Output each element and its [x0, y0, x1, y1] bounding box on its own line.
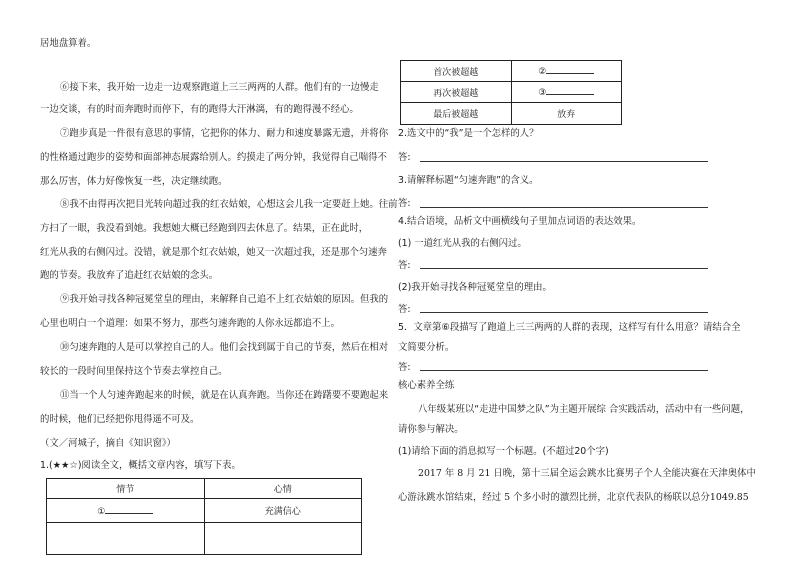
summary-table [46, 478, 362, 555]
answer-line[interactable] [420, 312, 708, 313]
table-header: 情节 [47, 479, 205, 499]
table-cell[interactable] [47, 523, 205, 555]
answer-line[interactable] [420, 370, 708, 371]
passage-line: 心里也明白一个道理：如果不努力，那些匀速奔跑的人你永远都追不上。 [40, 318, 341, 329]
activity-intro-cont: 请你参与解决。 [398, 424, 464, 435]
passage-line: 那么厉害，体力好像恢复一些，决定继续跑。 [40, 176, 228, 187]
table-cell: 充满信心 [204, 499, 362, 523]
fill-blank[interactable] [546, 65, 594, 74]
passage-line: ⑩匀速奔跑的人是可以掌控自己的人。他们会找到属于自己的节奏，然后在相对 [60, 342, 389, 353]
question-1: 1.(★★☆)阅读全文，概括文章内容，填写下表。 [40, 460, 241, 471]
passage-line: ⑧我不由得再次把目光转向超过我的红衣姑娘，心想这会儿我一定要赶上她。往前 [60, 199, 398, 210]
fill-blank[interactable] [105, 505, 153, 514]
passage-line: ⑪当一个人匀速奔跑起来的时候，就是在认真奔跑。当你还在踌躇要不要跑起来 [60, 390, 389, 401]
passage-line: 的性格通过跑步的姿势和面部神态展露给别人。约摸走了两分钟，我觉得自己喘得不 [40, 152, 387, 163]
table-cell[interactable]: ③ [511, 82, 622, 103]
news-line: 心游泳跳水馆结束，经过 5 个多小时的激烈比拼，北京代表队的杨联以总分1049.85 [398, 492, 749, 503]
question-4: 4.结合语境，品析文中画横线句子里加点词语的表达效果。 [398, 216, 642, 227]
question-3: 3.请解释标题“匀速奔跑”的含义。 [398, 175, 539, 186]
question-5-cont: 文简要分析。 [398, 342, 455, 353]
answer-line[interactable] [420, 268, 708, 269]
fill-blank[interactable] [546, 86, 594, 95]
question-2: 2.选文中的“我”是一个怎样的人？ [398, 128, 539, 139]
passage-line: 的时候，他们已经把你甩得遥不可及。 [40, 414, 200, 425]
passage-line: 方扫了一眼，我没看到她。我想她大概已经跑到四去休息了。结果，正在此时， [40, 223, 369, 234]
answer-label: 答: [398, 198, 411, 209]
source-line: （文／河城子，摘自《知识窗》） [40, 438, 176, 449]
answer-line[interactable] [420, 161, 708, 162]
passage-line: ⑥接下来，我开始一边走一边观察跑道上三三两两的人群。他们有的一边慢走 [60, 82, 379, 93]
passage-line: 跑的节奏。我放弃了追赶红衣姑娘的念头。 [40, 270, 219, 281]
answer-label: 答: [398, 152, 411, 163]
overtake-table [400, 60, 622, 125]
question-5: 5．文章第⑥段描写了跑道上三三两两的人群的表现，这样写有什么用意？请结合全 [398, 322, 741, 333]
section-title: 核心素养全练 [398, 380, 455, 391]
table-cell: 首次被超越 [401, 61, 512, 82]
passage-line: ⑨我开始寻找各种冠冕堂皇的理由，来解释自己追不上红衣姑娘的原因。但我的 [60, 294, 389, 305]
table-header: 心情 [204, 479, 362, 499]
passage-line: 居地盘算着。 [40, 38, 97, 49]
passage-line: 红光从我的右侧闪过。没错，就是那个红衣姑娘，她又一次超过我，还是那个匀速奔 [40, 247, 387, 258]
table-cell: 放弃 [511, 103, 622, 125]
passage-line: ⑦跑步真是一件很有意思的事情，它把你的体力、耐力和速度暴露无遗，并将你 [60, 128, 389, 139]
table-cell[interactable]: ① [47, 499, 205, 523]
table-cell[interactable]: ② [511, 61, 622, 82]
question-4-1: (1) 一道红光从我的右侧闪过。 [398, 238, 527, 249]
answer-label: 答: [398, 304, 411, 315]
activity-intro: 八年级某班以“走进中国梦之队”为主题开展综 合实践活动，活动中有一些问题， [418, 404, 750, 415]
table-cell: 再次被超越 [401, 82, 512, 103]
table-cell[interactable] [204, 523, 362, 555]
question-title: (1)请给下面的消息拟写一个标题。(不超过20个字) [398, 446, 609, 457]
answer-label: 答: [398, 362, 411, 373]
answer-label: 答: [398, 260, 411, 271]
answer-line[interactable] [420, 207, 708, 208]
passage-line: 一边交谈，有的时而奔跑时而停下，有的跑得大汗淋漓，有的跑得漫不经心。 [40, 104, 359, 115]
question-4-2: (2)我开始寻找各种冠冕堂皇的理由。 [398, 282, 552, 293]
table-cell: 最后被超越 [401, 103, 512, 125]
news-line: 2017 年 8 月 21 日晚，第十三届全运会跳水比赛男子个人全能决赛在天津奥体中 [418, 468, 756, 479]
passage-line: 较长的一段时间里保持这个节奏去掌控自己。 [40, 366, 228, 377]
